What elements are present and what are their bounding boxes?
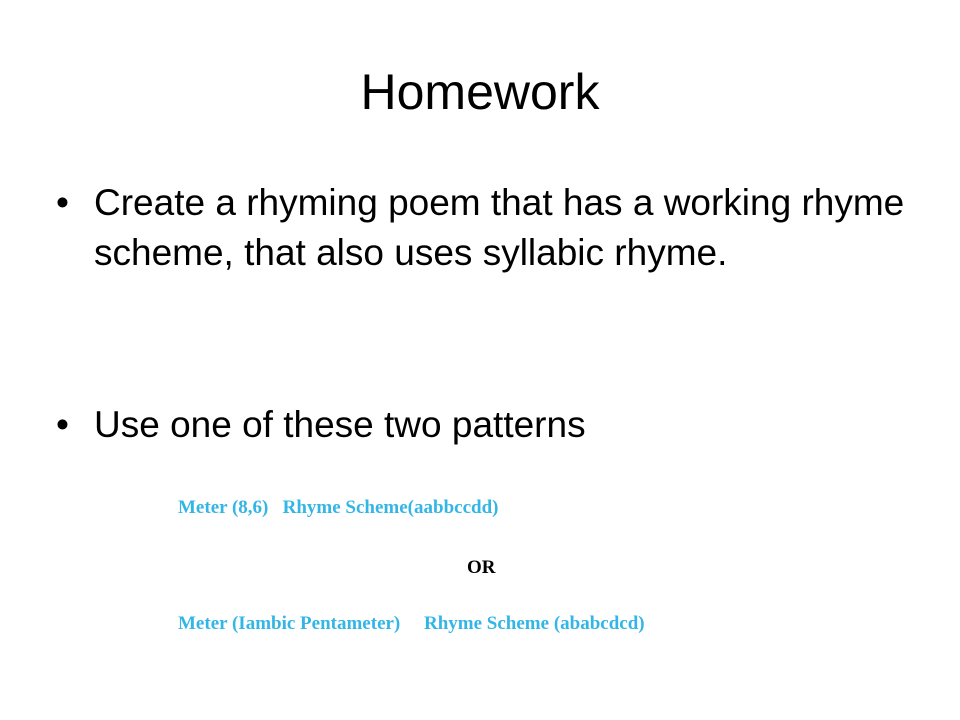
slide-title: Homework	[360, 64, 600, 120]
bullet-text: Create a rhyming poem that has a working rhyme scheme, that also uses syllabic rhyme.	[94, 182, 905, 273]
pattern-option-one: Meter (8,6) Rhyme Scheme(aabbccdd)	[178, 497, 499, 518]
bullet-create-poem	[56, 178, 916, 278]
bullet-marker: •	[56, 182, 69, 223]
bullet-text: Use one of these two patterns	[94, 404, 586, 445]
bullet-use-patterns	[56, 400, 916, 450]
pattern-option-two: Meter (Iambic Pentameter) Rhyme Scheme (ababcdcd)	[178, 613, 645, 634]
pattern-separator: OR	[467, 557, 496, 578]
bullet-marker: •	[56, 404, 69, 445]
